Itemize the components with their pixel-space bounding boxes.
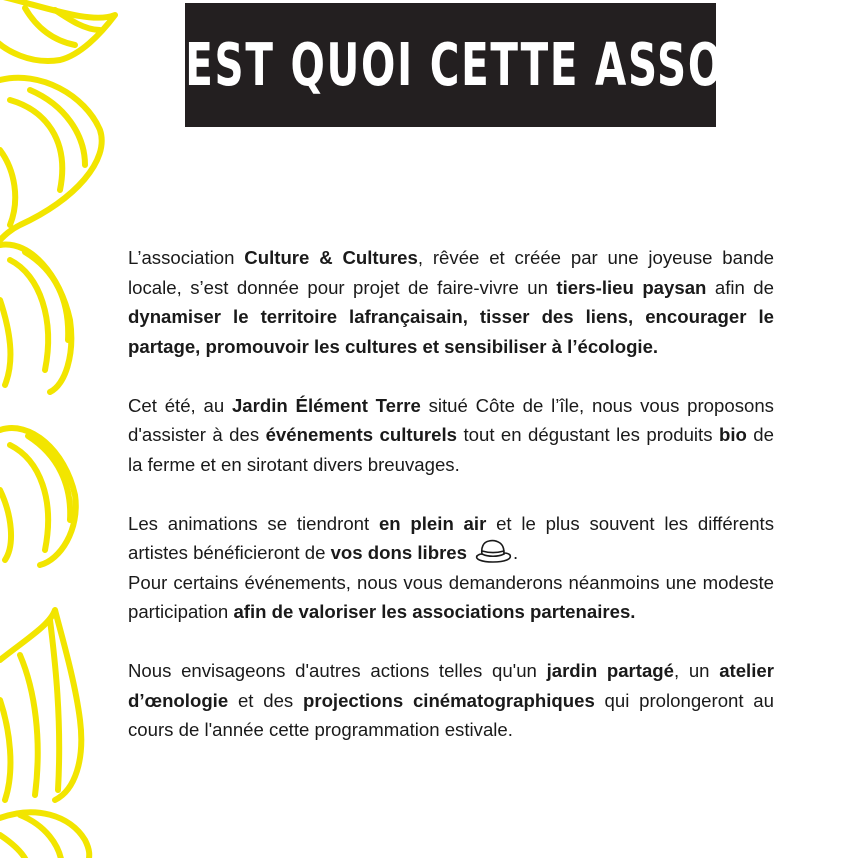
- garlic-icon: [0, 812, 89, 858]
- highlight: dynamiser le territoire lafrançaisain, tisser des liens, encourager le partage, promouvoir les cultures et sensibiliser à l’écologie.: [128, 306, 774, 357]
- text: Pour certains événements, nous vous demanderons néanmoins une modeste participation: [128, 571, 774, 622]
- highlight: tiers-lieu paysan: [556, 276, 707, 298]
- highlight: événements culturels: [265, 424, 458, 445]
- text: , rêvée et créée par une joyeuse bande locale, s’est donnée pour projet de faire-vivre un: [128, 247, 774, 298]
- highlight: bio: [718, 424, 747, 445]
- title-banner: [135, 3, 766, 127]
- garlic-border: [0, 0, 130, 858]
- highlight: en plein air: [378, 512, 487, 534]
- text: tout en dégustant les produits: [457, 424, 719, 445]
- garlic-icon: [0, 245, 71, 392]
- paragraph-summer: [128, 391, 774, 480]
- text: , un: [674, 660, 720, 681]
- text: Cet été, au: [128, 394, 232, 416]
- text: et le plus souvent les différents artistes bénéficieront de: [128, 512, 775, 563]
- garlic-icon: [0, 428, 76, 565]
- text: Les animations se tiendront: [128, 512, 379, 534]
- text: qui prolongeront au cours de l'année cette programmation estivale.: [128, 689, 774, 740]
- text: situé Côte de l’île, nous vous proposons d'assister à des: [128, 394, 774, 445]
- highlight: jardin partagé: [546, 660, 675, 681]
- highlight: vos dons libres: [330, 542, 467, 563]
- association-name: Culture & Cultures: [244, 247, 418, 268]
- highlight: projections cinématographiques: [302, 689, 595, 711]
- text: L’association: [128, 247, 245, 268]
- paragraph-animations: [128, 509, 774, 627]
- venue-name: Jardin Élément Terre: [231, 394, 421, 416]
- garlic-icon: [0, 0, 115, 61]
- highlight: atelier d’œnologie: [128, 660, 774, 711]
- text: et des: [228, 689, 303, 711]
- text: de la ferme et en sirotant divers breuvages.: [128, 424, 774, 475]
- garlic-icon: [0, 610, 81, 800]
- page-title: C’EST QUOI CETTE ASSO ?: [135, 30, 766, 100]
- paragraph-actions: [128, 656, 774, 745]
- text: Nous envisageons d'autres actions telles qu'un: [128, 660, 547, 681]
- paragraph-intro: [128, 243, 774, 361]
- body-text: [128, 243, 774, 774]
- highlight: afin de valoriser les associations partenaires.: [233, 601, 636, 622]
- text: afin de: [706, 276, 774, 298]
- hat-icon: [473, 539, 513, 563]
- text: .: [513, 542, 519, 563]
- garlic-icon: [0, 78, 102, 240]
